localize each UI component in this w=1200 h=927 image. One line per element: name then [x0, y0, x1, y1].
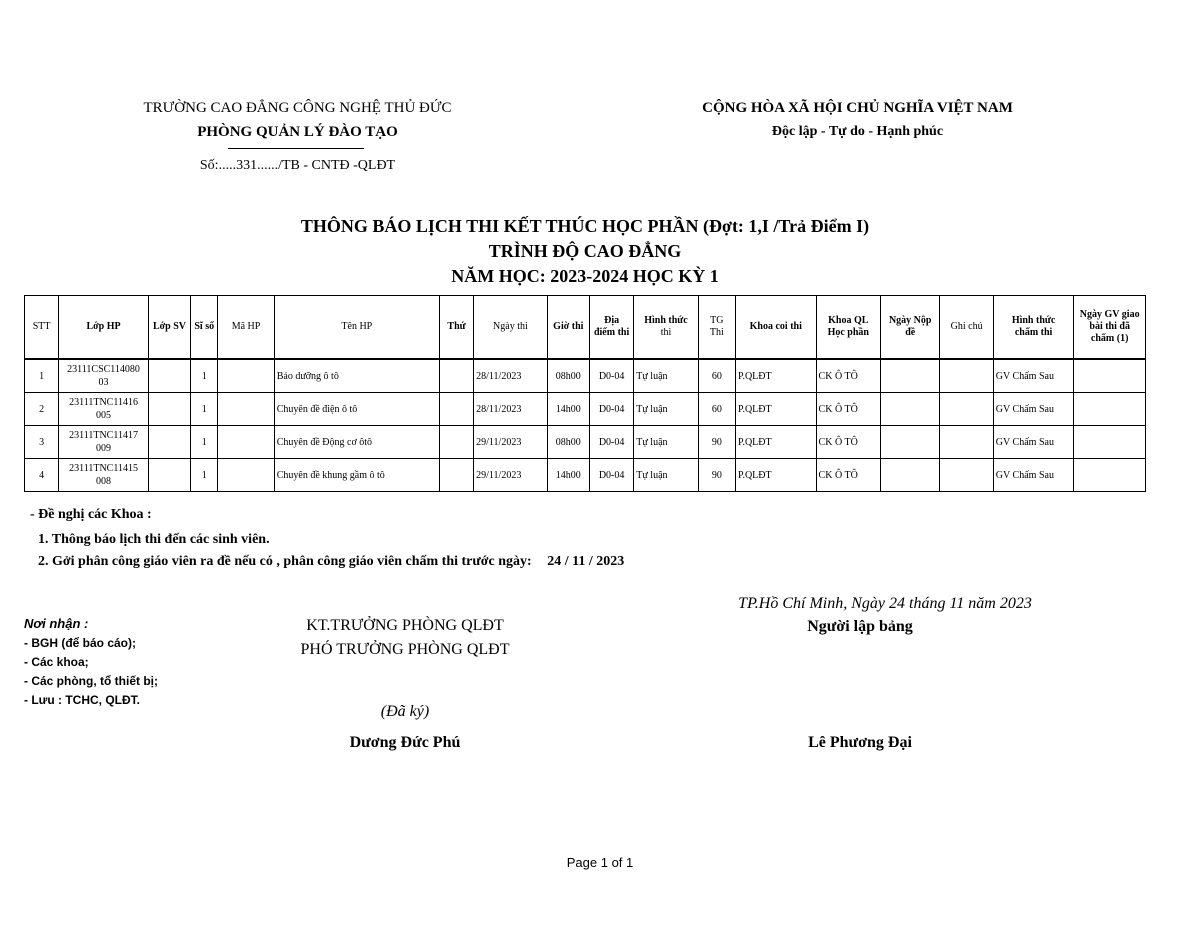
cell-khoa-coi-thi: P.QLĐT: [735, 393, 816, 426]
cell-gio-thi: 08h00: [547, 426, 589, 459]
notes-item-1: 1. Thông báo lịch thi đến các sinh viên.: [38, 532, 270, 547]
notes-item-2-date: 24 / 11 / 2023: [547, 554, 625, 569]
cell-hinh-thuc: Tự luận: [634, 359, 698, 393]
col-ngay-gv-line3: chấm (1): [1090, 333, 1129, 344]
col-dia-diem: [589, 296, 633, 360]
cell-ma-hp: [218, 459, 274, 492]
col-tg-thi: [698, 296, 735, 360]
cell-khoa-ql: CK Ô TÔ: [816, 459, 880, 492]
col-dia-diem-line2: điểm thi: [593, 327, 630, 338]
cell-hinh-thuc: Tự luận: [634, 459, 698, 492]
cell-lop-hp: [59, 426, 149, 459]
left-signer-role-1: KT.TRƯỞNG PHÒNG QLĐT: [306, 617, 504, 634]
cell-thu: [439, 426, 473, 459]
col-khoa-ql-line1: Khoa QL: [828, 315, 869, 326]
col-khoa-ql: [816, 296, 880, 360]
cell-ngay-thi: 28/11/2023: [474, 393, 548, 426]
cell-ngay-thi: 29/11/2023: [474, 459, 548, 492]
col-ngay-nop: [881, 296, 940, 360]
document-number: Số:.....331....../TB - CNTĐ -QLĐT: [199, 158, 396, 173]
cell-ngay-gv: [1074, 393, 1146, 426]
cell-lop-hp-line1: 23111TNC11416: [69, 397, 138, 408]
cell-ten-hp: Chuyên đề Động cơ ôtô: [274, 426, 439, 459]
col-hinh-thuc-cham: [993, 296, 1074, 360]
cell-lop-sv: [148, 459, 190, 492]
department-name: PHÒNG QUẢN LÝ ĐÀO TẠO: [197, 124, 398, 140]
cell-dia-diem: D0-04: [589, 393, 633, 426]
notice-academic-year: NĂM HỌC: 2023-2024 HỌC KỲ 1: [451, 266, 719, 286]
cell-ten-hp: Bảo dưỡng ô tô: [274, 359, 439, 393]
national-motto: Độc lập - Tự do - Hạnh phúc: [771, 124, 944, 139]
cell-ma-hp: [218, 426, 274, 459]
cell-gio-thi: 08h00: [547, 359, 589, 393]
cell-stt: 1: [25, 359, 59, 393]
signed-note: (Đã ký): [380, 703, 430, 720]
notes-item-2-text: 2. Gởi phân công giáo viên ra đề nếu có , phân công giáo viên chấm thi trước ngày:: [38, 554, 532, 569]
table-row: [25, 359, 1146, 393]
cell-ngay-thi: 28/11/2023: [474, 359, 548, 393]
cell-ghi-chu: [940, 359, 993, 393]
cell-stt: 2: [25, 393, 59, 426]
col-tg-thi-line1: TG: [710, 315, 724, 326]
col-ngay-thi: Ngày thi: [474, 296, 548, 360]
cell-lop-sv: [148, 359, 190, 393]
cell-thu: [439, 393, 473, 426]
cell-ngay-gv: [1074, 426, 1146, 459]
cell-si-so: 1: [191, 359, 218, 393]
cell-lop-hp: [59, 393, 149, 426]
cell-lop-hp-line1: 23111CSC114080: [67, 364, 140, 375]
table-row: [25, 426, 1146, 459]
cell-hinh-thuc: Tự luận: [634, 393, 698, 426]
table-row: [25, 393, 1146, 426]
cell-ten-hp: Chuyên đề điện ô tô: [274, 393, 439, 426]
cell-khoa-coi-thi: P.QLĐT: [735, 359, 816, 393]
right-signer-name: Lê Phương Đại: [808, 734, 912, 751]
col-ngay-gv-line2: bài thi đã: [1089, 321, 1130, 332]
cell-lop-sv: [148, 393, 190, 426]
recipient-item: - Các khoa;: [24, 655, 89, 669]
cell-khoa-ql: CK Ô TÔ: [816, 426, 880, 459]
table-row: [25, 459, 1146, 492]
cell-lop-hp-line2: 005: [96, 410, 112, 421]
cell-ngay-nop: [881, 393, 940, 426]
col-hinh-thuc-cham-line1: Hình thức: [1011, 315, 1056, 326]
col-ghi-chu: Ghi chú: [940, 296, 993, 360]
cell-stt: 4: [25, 459, 59, 492]
cell-lop-sv: [148, 426, 190, 459]
page-number: Page 1 of 1: [566, 855, 634, 870]
cell-gio-thi: 14h00: [547, 459, 589, 492]
recipients-title: Nơi nhận :: [24, 616, 89, 631]
cell-ngay-gv: [1074, 459, 1146, 492]
exam-schedule-table: [24, 295, 1146, 492]
cell-thu: [439, 359, 473, 393]
nation-name: CỘNG HÒA XÃ HỘI CHỦ NGHĨA VIỆT NAM: [702, 100, 1013, 116]
cell-si-so: 1: [191, 393, 218, 426]
col-ngay-gv-giao: [1074, 296, 1146, 360]
cell-ngay-gv: [1074, 359, 1146, 393]
school-name: TRƯỜNG CAO ĐẲNG CÔNG NGHỆ THỦ ĐỨC: [143, 100, 452, 116]
cell-si-so: 1: [191, 459, 218, 492]
col-tg-thi-line2: Thi: [709, 327, 724, 338]
cell-ghi-chu: [940, 393, 993, 426]
cell-ten-hp: Chuyên đề khung gầm ô tô: [274, 459, 439, 492]
col-si-so: Sĩ số: [191, 296, 218, 360]
left-signer-name: Dương Đức Phú: [349, 734, 461, 751]
cell-khoa-ql: CK Ô TÔ: [816, 359, 880, 393]
cell-lop-hp: [59, 459, 149, 492]
cell-tg-thi: 90: [698, 426, 735, 459]
cell-lop-hp-line2: 03: [98, 377, 109, 388]
cell-khoa-coi-thi: P.QLĐT: [735, 426, 816, 459]
col-ngay-nop-line2: đề: [905, 327, 916, 338]
cell-tg-thi: 90: [698, 459, 735, 492]
table-header-row: [25, 296, 1146, 360]
place-and-date: TP.Hồ Chí Minh, Ngày 24 tháng 11 năm 2023: [738, 595, 1032, 612]
col-lop-sv: Lớp SV: [148, 296, 190, 360]
col-dia-diem-line1: Địa: [604, 315, 620, 326]
cell-ngay-nop: [881, 459, 940, 492]
col-khoa-ql-line2: Học phần: [827, 327, 869, 338]
col-hinh-thuc-thi: [634, 296, 698, 360]
col-ten-hp: Tên HP: [274, 296, 439, 360]
notice-level: TRÌNH ĐỘ CAO ĐẲNG: [488, 241, 682, 261]
col-thu: Thứ: [439, 296, 473, 360]
recipient-item: - Lưu : TCHC, QLĐT.: [24, 693, 141, 707]
cell-ngay-thi: 29/11/2023: [474, 426, 548, 459]
cell-dia-diem: D0-04: [589, 359, 633, 393]
cell-ngay-nop: [881, 359, 940, 393]
cell-khoa-ql: CK Ô TÔ: [816, 393, 880, 426]
notes-item-2: [38, 554, 624, 570]
cell-tg-thi: 60: [698, 393, 735, 426]
cell-ngay-nop: [881, 426, 940, 459]
cell-dia-diem: D0-04: [589, 426, 633, 459]
col-khoa-coi-thi: Khoa coi thi: [735, 296, 816, 360]
cell-lop-hp: [59, 359, 149, 393]
cell-tg-thi: 60: [698, 359, 735, 393]
left-signer-role-2: PHÓ TRƯỞNG PHÒNG QLĐT: [300, 641, 510, 658]
cell-ghi-chu: [940, 426, 993, 459]
cell-si-so: 1: [191, 426, 218, 459]
cell-ma-hp: [218, 393, 274, 426]
col-hinh-thuc-thi-line2: thi: [660, 327, 672, 338]
cell-lop-hp-line1: 23111TNC11417: [69, 430, 138, 441]
cell-gio-thi: 14h00: [547, 393, 589, 426]
recipient-item: - BGH (để báo cáo);: [24, 636, 137, 650]
cell-lop-hp-line1: 23111TNC11415: [69, 463, 138, 474]
cell-ma-hp: [218, 359, 274, 393]
col-ngay-nop-line1: Ngày Nộp: [888, 315, 932, 326]
cell-stt: 3: [25, 426, 59, 459]
col-lop-hp: Lớp HP: [59, 296, 149, 360]
cell-ghi-chu: [940, 459, 993, 492]
header-divider: [228, 148, 364, 149]
notice-title: THÔNG BÁO LỊCH THI KẾT THÚC HỌC PHẦN (Đợt: 1,I /Trả Điểm I): [300, 216, 870, 236]
col-ngay-gv-line1: Ngày GV giao: [1079, 309, 1140, 320]
cell-hinh-thuc-cham: GV Chấm Sau: [993, 459, 1074, 492]
col-ma-hp: Mã HP: [218, 296, 274, 360]
cell-lop-hp-line2: 009: [96, 443, 112, 454]
notes-intro: - Đề nghị các Khoa :: [30, 507, 152, 522]
col-hinh-thuc-thi-line1: Hình thức: [644, 315, 688, 326]
col-hinh-thuc-cham-line2: chấm thi: [1014, 327, 1053, 338]
right-signer-role: Người lập bảng: [807, 618, 913, 635]
cell-hinh-thuc-cham: GV Chấm Sau: [993, 393, 1074, 426]
recipient-item: - Các phòng, tổ thiết bị;: [24, 674, 158, 688]
col-gio-thi: Giờ thi: [547, 296, 589, 360]
cell-hinh-thuc: Tự luận: [634, 426, 698, 459]
cell-dia-diem: D0-04: [589, 459, 633, 492]
cell-khoa-coi-thi: P.QLĐT: [735, 459, 816, 492]
cell-lop-hp-line2: 008: [96, 476, 112, 487]
cell-thu: [439, 459, 473, 492]
col-stt: STT: [25, 296, 59, 360]
cell-hinh-thuc-cham: GV Chấm Sau: [993, 426, 1074, 459]
cell-hinh-thuc-cham: GV Chấm Sau: [993, 359, 1074, 393]
